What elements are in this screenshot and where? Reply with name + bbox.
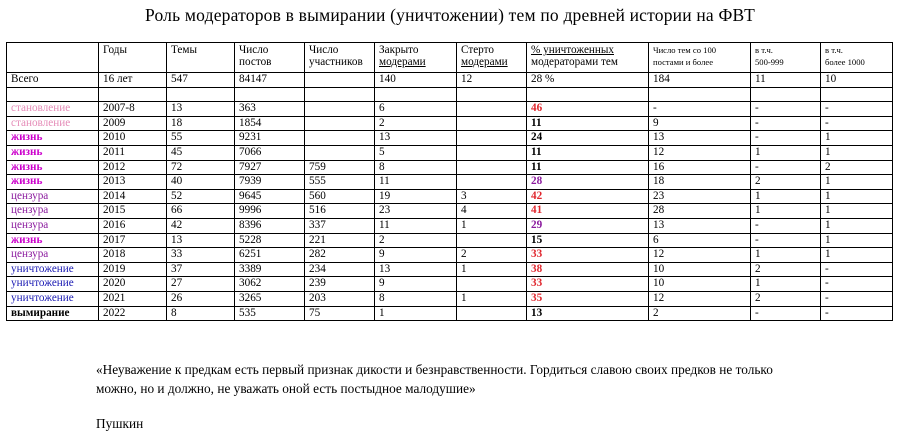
table-cell: 9 <box>649 116 751 131</box>
table-cell: 75 <box>305 306 375 321</box>
pct-destroyed-cell: 11 <box>527 145 649 160</box>
stage-label: жизнь <box>7 175 99 190</box>
table-cell: 234 <box>305 262 375 277</box>
stage-label: становление <box>7 102 99 117</box>
table-cell: 555 <box>305 175 375 190</box>
table-cell: 2014 <box>99 189 167 204</box>
table-cell: 1 <box>821 189 893 204</box>
table-row <box>7 145 893 160</box>
table-cell: 3265 <box>235 291 305 306</box>
table-row <box>7 131 893 146</box>
table-cell: 1854 <box>235 116 305 131</box>
table-cell: 221 <box>305 233 375 248</box>
table-cell <box>457 277 527 292</box>
pct-destroyed-cell: 41 <box>527 204 649 219</box>
table-cell <box>457 306 527 321</box>
table-cell: 2017 <box>99 233 167 248</box>
table-cell: 40 <box>167 175 235 190</box>
table-cell: 535 <box>235 306 305 321</box>
stage-label: становление <box>7 116 99 131</box>
table-cell: 3389 <box>235 262 305 277</box>
table-cell: 1 <box>375 306 457 321</box>
pct-destroyed-cell: 33 <box>527 248 649 263</box>
table-row <box>7 189 893 204</box>
total-cell: 547 <box>167 73 235 88</box>
table-row <box>7 102 893 117</box>
total-row <box>7 73 893 88</box>
table-cell: 13 <box>649 131 751 146</box>
table-cell: 26 <box>167 291 235 306</box>
table-cell: 27 <box>167 277 235 292</box>
table-cell: 1 <box>751 145 821 160</box>
column-header: Темы <box>167 43 235 73</box>
table-cell: 7066 <box>235 145 305 160</box>
table-cell: 2013 <box>99 175 167 190</box>
table-cell <box>457 233 527 248</box>
table-cell: 55 <box>167 131 235 146</box>
table-cell: - <box>751 233 821 248</box>
table-cell: 19 <box>375 189 457 204</box>
table-cell: 2 <box>751 291 821 306</box>
pct-destroyed-cell: 11 <box>527 116 649 131</box>
table-cell: 12 <box>649 145 751 160</box>
table-row <box>7 204 893 219</box>
moderation-table <box>6 42 893 321</box>
column-header: в т.ч. 500-999 <box>751 43 821 73</box>
table-cell: 10 <box>649 262 751 277</box>
table-header-row <box>7 43 893 73</box>
table-cell: 759 <box>305 160 375 175</box>
table-cell: - <box>821 277 893 292</box>
table-cell: 23 <box>649 189 751 204</box>
total-cell <box>305 73 375 88</box>
document-title: Роль модераторов в вымирании (уничтожении) тем по древней истории на ФВТ <box>144 5 756 25</box>
table-cell <box>305 131 375 146</box>
pct-destroyed-cell: 15 <box>527 233 649 248</box>
table-cell: 1 <box>821 218 893 233</box>
table-cell: 2012 <box>99 160 167 175</box>
table-cell <box>305 102 375 117</box>
table-cell: 2 <box>375 233 457 248</box>
table-cell: 2020 <box>99 277 167 292</box>
table-cell: 66 <box>167 204 235 219</box>
table-cell: 203 <box>305 291 375 306</box>
table-cell: 3062 <box>235 277 305 292</box>
table-cell: 13 <box>167 233 235 248</box>
table-cell: 3 <box>457 189 527 204</box>
table-cell: 2 <box>375 116 457 131</box>
table-cell: 2 <box>649 306 751 321</box>
table-cell: 33 <box>167 248 235 263</box>
table-row <box>7 175 893 190</box>
table-cell: 516 <box>305 204 375 219</box>
table-cell <box>457 102 527 117</box>
table-cell: - <box>751 131 821 146</box>
table-cell: - <box>649 102 751 117</box>
table-cell: 9645 <box>235 189 305 204</box>
column-header: в т.ч. более 1000 <box>821 43 893 73</box>
table-cell <box>457 145 527 160</box>
table-cell: 8396 <box>235 218 305 233</box>
table-cell: - <box>751 218 821 233</box>
table-cell: 6 <box>375 102 457 117</box>
table-cell: 2007-8 <box>99 102 167 117</box>
table-cell: - <box>751 102 821 117</box>
stage-label: уничтожение <box>7 291 99 306</box>
table-cell <box>457 160 527 175</box>
table-cell: 1 <box>821 233 893 248</box>
table-cell <box>457 175 527 190</box>
stage-label: жизнь <box>7 160 99 175</box>
table-cell: 2 <box>751 175 821 190</box>
total-cell: 184 <box>649 73 751 88</box>
total-cell: 28 % <box>527 73 649 88</box>
table-cell: 7939 <box>235 175 305 190</box>
stage-label: цензура <box>7 218 99 233</box>
table-cell: 11 <box>375 175 457 190</box>
table-cell: 45 <box>167 145 235 160</box>
pct-destroyed-cell: 24 <box>527 131 649 146</box>
table-cell: 1 <box>821 248 893 263</box>
table-cell: 9996 <box>235 204 305 219</box>
pct-destroyed-cell: 11 <box>527 160 649 175</box>
table-cell: 13 <box>375 131 457 146</box>
stage-label: жизнь <box>7 131 99 146</box>
table-cell: 12 <box>649 291 751 306</box>
table-cell: 16 <box>649 160 751 175</box>
table-cell: 1 <box>751 189 821 204</box>
column-header: % уничтоженных модераторами тем <box>527 43 649 73</box>
total-cell: Всего <box>7 73 99 88</box>
total-cell: 84147 <box>235 73 305 88</box>
stage-label: цензура <box>7 204 99 219</box>
column-header: Число тем со 100 постами и более <box>649 43 751 73</box>
table-cell: 2 <box>457 248 527 263</box>
table-cell: 8 <box>375 160 457 175</box>
pct-destroyed-cell: 28 <box>527 175 649 190</box>
total-cell: 16 лет <box>99 73 167 88</box>
table-cell: 18 <box>167 116 235 131</box>
table-cell: 28 <box>649 204 751 219</box>
table-cell: 2022 <box>99 306 167 321</box>
table-cell: 1 <box>457 262 527 277</box>
table-cell: 9 <box>375 248 457 263</box>
table-cell <box>457 131 527 146</box>
table-cell: - <box>821 291 893 306</box>
total-cell: 12 <box>457 73 527 88</box>
pct-destroyed-cell: 42 <box>527 189 649 204</box>
stage-label: цензура <box>7 248 99 263</box>
table-row <box>7 248 893 263</box>
table-cell: - <box>821 116 893 131</box>
table-cell: 363 <box>235 102 305 117</box>
table-cell: 2 <box>821 160 893 175</box>
quote-author: Пушкин <box>96 416 144 431</box>
table-cell: 282 <box>305 248 375 263</box>
column-header: Годы <box>99 43 167 73</box>
stage-label: жизнь <box>7 233 99 248</box>
table-row <box>7 116 893 131</box>
table-cell: - <box>751 306 821 321</box>
table-cell: - <box>821 262 893 277</box>
stage-label: уничтожение <box>7 262 99 277</box>
table-row <box>7 233 893 248</box>
table-cell: 18 <box>649 175 751 190</box>
table-cell: 1 <box>751 248 821 263</box>
table-cell: 2016 <box>99 218 167 233</box>
table-cell: 37 <box>167 262 235 277</box>
table-cell: 1 <box>821 175 893 190</box>
table-row <box>7 306 893 321</box>
pct-destroyed-cell: 35 <box>527 291 649 306</box>
pct-destroyed-cell: 38 <box>527 262 649 277</box>
table-row <box>7 277 893 292</box>
table-row <box>7 160 893 175</box>
table-cell: - <box>821 102 893 117</box>
table-cell: 2011 <box>99 145 167 160</box>
table-cell: 2019 <box>99 262 167 277</box>
table-cell: 239 <box>305 277 375 292</box>
table-cell: 1 <box>821 131 893 146</box>
table-cell: 13 <box>167 102 235 117</box>
table-cell: 1 <box>751 204 821 219</box>
table-cell: 2009 <box>99 116 167 131</box>
table-cell: 8 <box>167 306 235 321</box>
table-cell: 23 <box>375 204 457 219</box>
table-cell: 12 <box>649 248 751 263</box>
table-cell: 8 <box>375 291 457 306</box>
pushkin-quote: «Неуважение к предкам есть первый признак дикости и безнравственности. Гордиться славою своих предков не только можно, но и должно, не уважать оной есть постыдное малодушие» <box>96 362 773 396</box>
table-cell: 2010 <box>99 131 167 146</box>
pct-destroyed-cell: 33 <box>527 277 649 292</box>
table-cell: 11 <box>375 218 457 233</box>
stage-label: вымирание <box>7 306 99 321</box>
table-cell: 9231 <box>235 131 305 146</box>
table-cell: 13 <box>649 218 751 233</box>
table-cell: 7927 <box>235 160 305 175</box>
pct-destroyed-cell: 29 <box>527 218 649 233</box>
table-cell: 1 <box>457 218 527 233</box>
column-header: Закрыто модерами <box>375 43 457 73</box>
table-cell: - <box>751 160 821 175</box>
table-row <box>7 218 893 233</box>
table-cell <box>457 116 527 131</box>
pct-destroyed-cell: 13 <box>527 306 649 321</box>
table-cell: 2015 <box>99 204 167 219</box>
table-cell: 72 <box>167 160 235 175</box>
table-cell: 10 <box>649 277 751 292</box>
total-cell: 11 <box>751 73 821 88</box>
table-cell: 2021 <box>99 291 167 306</box>
table-cell: 52 <box>167 189 235 204</box>
column-header: Стерто модерами <box>457 43 527 73</box>
table-cell: 1 <box>457 291 527 306</box>
table-cell: 5 <box>375 145 457 160</box>
table-cell <box>305 116 375 131</box>
table-cell: 42 <box>167 218 235 233</box>
table-cell: - <box>751 116 821 131</box>
table-cell: - <box>821 306 893 321</box>
table-cell: 6251 <box>235 248 305 263</box>
table-row <box>7 291 893 306</box>
table-cell: 5228 <box>235 233 305 248</box>
column-header: Число постов <box>235 43 305 73</box>
spacer-row <box>7 87 893 102</box>
table-row <box>7 262 893 277</box>
table-cell: 337 <box>305 218 375 233</box>
column-header <box>7 43 99 73</box>
table-cell: 2018 <box>99 248 167 263</box>
table-cell: 1 <box>821 145 893 160</box>
table-cell <box>305 145 375 160</box>
pct-destroyed-cell: 46 <box>527 102 649 117</box>
table-cell: 4 <box>457 204 527 219</box>
total-cell: 10 <box>821 73 893 88</box>
column-header: Число участников <box>305 43 375 73</box>
table-cell: 560 <box>305 189 375 204</box>
stage-label: цензура <box>7 189 99 204</box>
table-cell: 6 <box>649 233 751 248</box>
table-cell: 9 <box>375 277 457 292</box>
stage-label: уничтожение <box>7 277 99 292</box>
total-cell: 140 <box>375 73 457 88</box>
table-cell: 1 <box>821 204 893 219</box>
stage-label: жизнь <box>7 145 99 160</box>
table-cell: 13 <box>375 262 457 277</box>
table-cell: 2 <box>751 262 821 277</box>
table-cell: 1 <box>751 277 821 292</box>
